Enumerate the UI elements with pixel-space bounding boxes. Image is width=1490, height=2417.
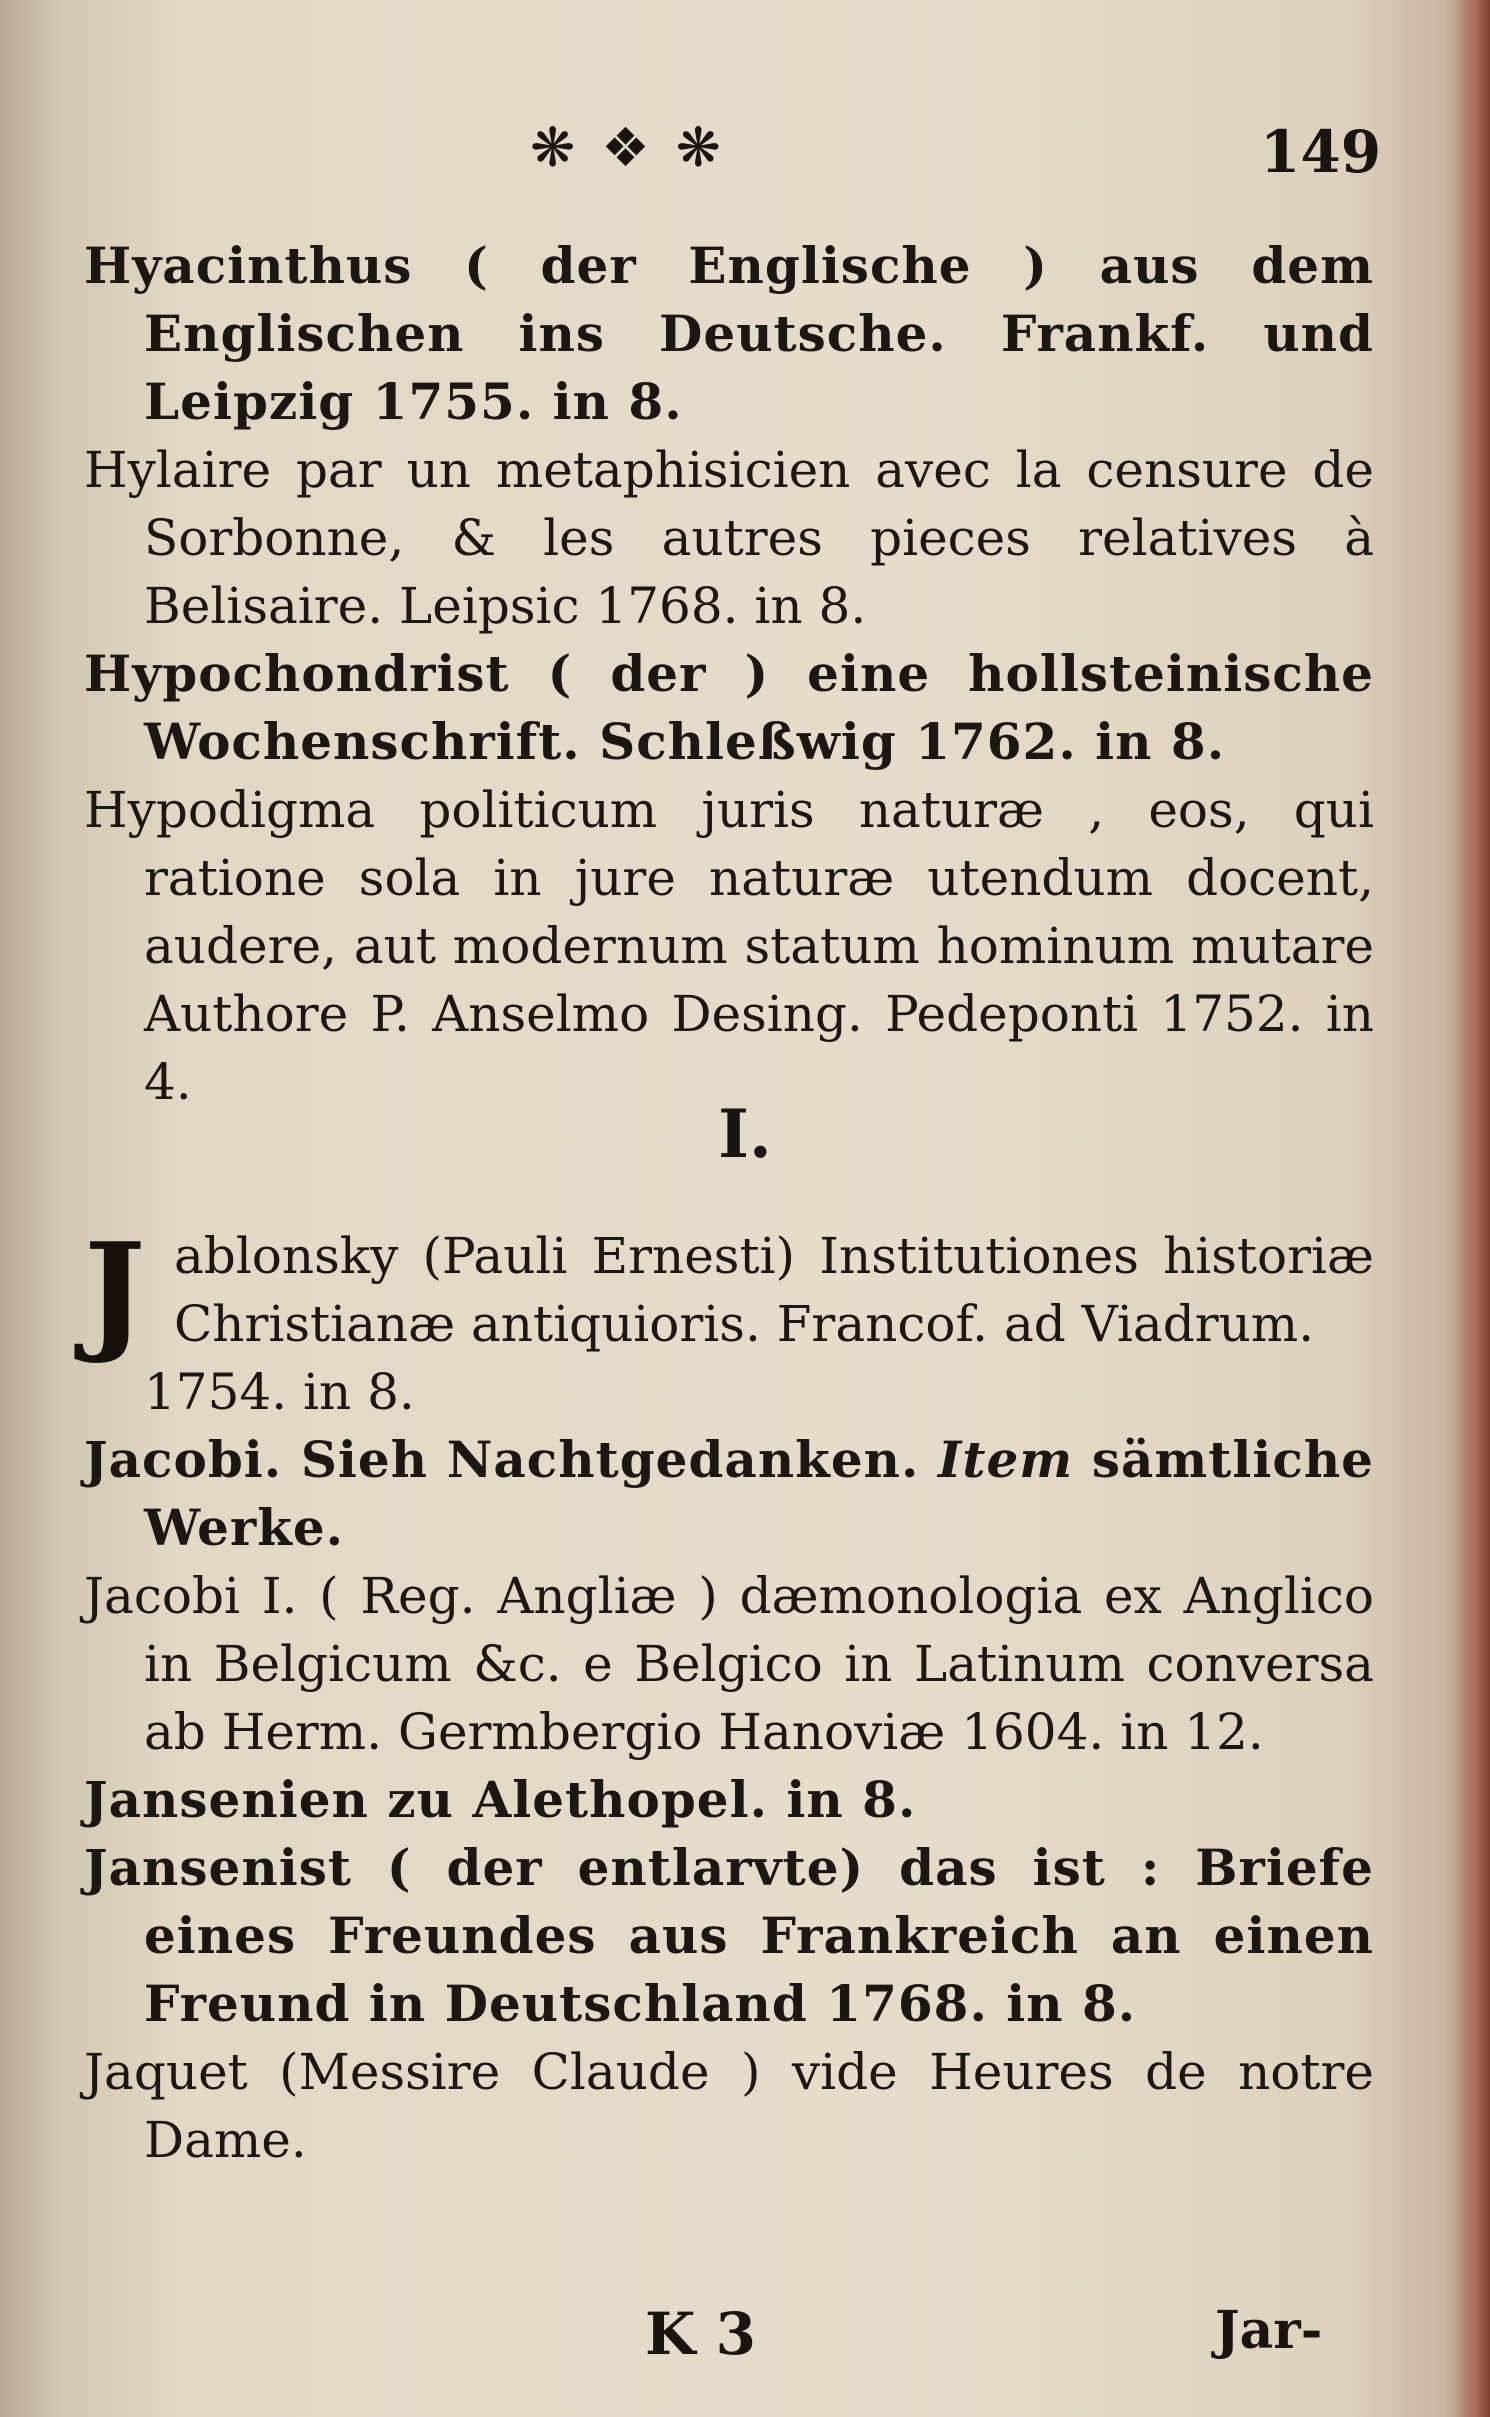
entry-jacobi-i: Jacobi I. ( Reg. Angliæ ) dæmonologia ex Anglico in Belgicum &c. e Belgico in Latinum conversa ab Herm. Germbergio Hanoviæ 1604. in 12.	[84, 1567, 1374, 1761]
page-number: 149	[1260, 118, 1382, 186]
page-footer	[0, 2300, 1490, 2380]
entry-jaquet: Jaquet (Messire Claude ) vide Heures de notre Dame.	[84, 2043, 1374, 2169]
entry-jacobi-b: sämtliche Werke.	[144, 1430, 1374, 1557]
page-header	[0, 108, 1490, 188]
entry-hyacinthus: Hyacinthus ( der Englische ) aus dem Englischen ins Deutsche. Frankf. und Leipzig 1755. in 8.	[84, 236, 1374, 431]
catchword: Jar-	[1215, 2300, 1323, 2361]
entry-jacobi-item: Item	[938, 1430, 1074, 1489]
entry-hylaire: Hylaire par un metaphisicien avec la censure de Sorbonne, & les autres pieces relatives à Belisaire. Leipsic 1768. in 8.	[84, 441, 1374, 635]
entry-jablonsky-tail: 1754. in 8.	[144, 1363, 415, 1421]
entry-jansenist: Jansenist ( der entlarvte) das ist : Briefe eines Freundes aus Frankreich an einen Freund in Deutschland 1768. in 8.	[84, 1838, 1374, 2033]
header-ornament: ❋❖❋	[530, 116, 747, 179]
drop-cap: J	[84, 1214, 146, 1367]
entry-jablonsky-text: ablonsky (Pauli Ernesti) Institutiones historiæ Christianæ antiquioris. Francof. ad Viadrum.	[174, 1227, 1374, 1353]
entries-i	[84, 1214, 1374, 2174]
signature-mark: K 3	[645, 2300, 756, 2368]
entry-hypodigma: Hypodigma politicum juris naturæ , eos, qui ratione sola in jure naturæ utendum docent, audere, aut modernum statum hominum mutare Authore P. Anselmo Desing. Pedeponti 1752. in 4.	[84, 781, 1374, 1111]
section-heading-i: I.	[718, 1095, 772, 1173]
entries-h	[84, 232, 1374, 1116]
entry-jacobi-a: Jacobi. Sieh Nachtgedanken.	[84, 1430, 920, 1489]
entry-jablonsky	[84, 1214, 1374, 1426]
entry-hypochondrist: Hypochondrist ( der ) eine hollsteinische Wochenschrift. Schleßwig 1762. in 8.	[84, 644, 1374, 771]
entry-jacobi	[84, 1426, 1374, 1562]
entry-jansenien: Jansenien zu Alethopel. in 8.	[84, 1770, 917, 1829]
